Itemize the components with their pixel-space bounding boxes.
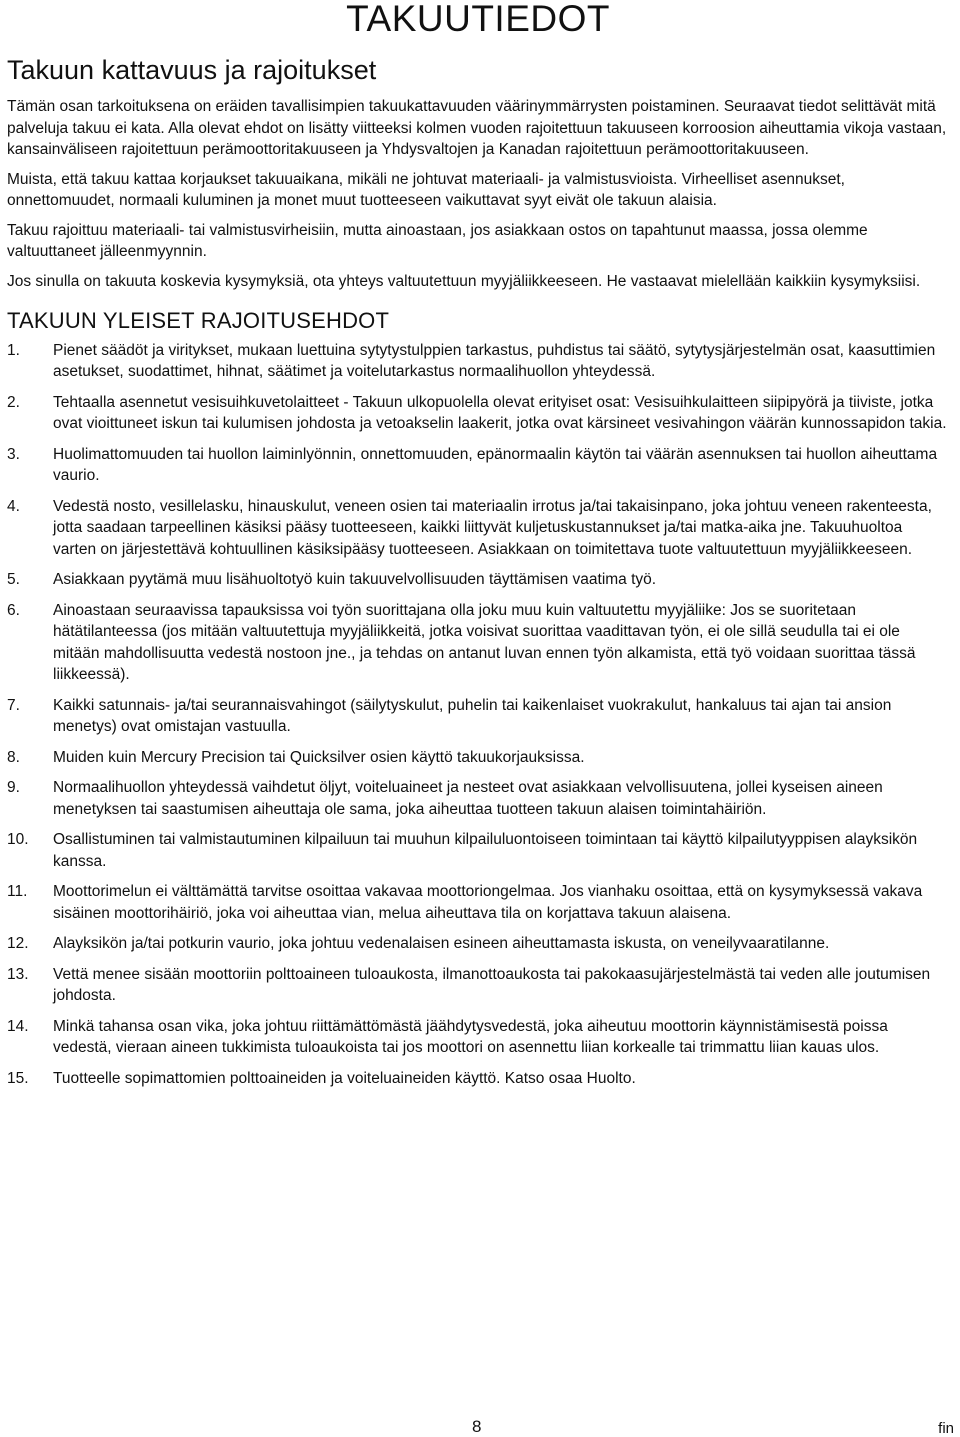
list-item [7, 747, 947, 769]
list-item-number: 10. [7, 831, 29, 848]
list-item [7, 933, 947, 955]
list-item-text: Tuotteelle sopimattomien polttoaineiden ja voiteluaineiden käyttö. Katso osaa Huolto. [53, 1069, 636, 1087]
list-item-number: 4. [7, 497, 20, 515]
list-item-number: 2. [7, 393, 20, 411]
language-code: fin [938, 1420, 954, 1437]
list-item-text: Ainoastaan seuraavissa tapauksissa voi työn suorittajana olla joku muu kuin valtuutettu myyjäliike: Jos se suoritetaan hätätilanteessa (jos mitään valtuutettuja myyjäliikkeitä, jotka voisivat suorittaa vaadittavan työn, ei ole sillä seudulla tai ei ole mitään mahdollisuutta vedestä nostoon jne., ja tehdas on antanut luvan ennen työn alkamista, että työ voidaan suorittaa tässä liikkeessä). [53, 601, 916, 683]
list-item-text: Vettä menee sisään moottoriin polttoaineen tuloaukosta, ilmanottoaukosta tai pakokaasujärjestelmästä tai veden alle joutumisen johdosta. [53, 965, 931, 1004]
list-item-text: Pienet säädöt ja viritykset, mukaan luettuina sytytystulppien tarkastus, puhdistus tai säätö, sytytysjärjestelmän osat, kaasuttimien asetukset, suodattimet, hihnat, säätimet ja voitelutarkastus normaalihuollon yhteydessä. [53, 341, 936, 380]
list-item [7, 444, 947, 487]
list-item-text: Kaikki satunnais- ja/tai seurannaisvahingot (säilytyskulut, puhelin tai kaikenlaiset vuokrakulut, hankaluus tai ajan tai ansion menetys) ovat omistajan vastuulla. [53, 696, 892, 735]
list-item-text: Vedestä nosto, vesillelasku, hinauskulut, veneen osien tai materiaalin irrotus ja/tai takaisinpano, joka johtuu veneen rakenteesta, jotta saadaan tarpeellinen käsiksi pääsy tuotteeseen, kaikki liittyvät kuljetuskustannukset ja/tai matka-aika jne. Takuuhuoltoa varten on järjestettävä kohtuullinen käsiksipääsy tuotteeseen. Asiakkaan on toimitettava tuote valtuutettuun myyjäliikkeeseen. [53, 497, 932, 558]
section-heading: Takuun kattavuus ja rajoitukset [7, 55, 377, 85]
list-item [7, 881, 947, 924]
list-item [7, 777, 947, 820]
list-item-number: 14. [7, 1017, 29, 1035]
page-number: 8 [472, 1417, 482, 1436]
list-item-number: 7. [7, 696, 20, 714]
coverage-paragraph: Muista, että takuu kattaa korjaukset takuuaikana, mikäli ne johtuvat materiaali- ja valmistusvioista. Virheelliset asennukset, onnettomuudet, normaali kuluminen ja monet muut tuotteeseen vaikuttavat syyt eivät ole takuun alaisia. [7, 170, 845, 209]
limitations-heading: TAKUUN YLEISET RAJOITUSEHDOT [7, 308, 390, 333]
list-item-text: Minkä tahansa osan vika, joka johtuu riittämättömästä jäähdytysvedestä, joka aiheutuu moottorin käynnistämisestä poissa vedestä, vieraan aineen tukkimista tuloaukoista tai jos moottori on asennettu liian korkealle tai trimmattu liian kauas ulos. [53, 1017, 888, 1056]
document-body [7, 96, 947, 1098]
list-item [7, 392, 947, 435]
list-item-number: 13. [7, 965, 29, 983]
list-item-number: 12. [7, 935, 29, 952]
list-item [7, 496, 947, 561]
list-item-text: Osallistuminen tai valmistautuminen kilpailuun tai muuhun kilpailuluontoiseen toimintaan tai käyttö kilpailutyyppisen alayksikön kanssa. [53, 831, 918, 870]
list-item [7, 695, 947, 738]
contact-paragraph: Jos sinulla on takuuta koskevia kysymyksiä, ota yhteys valtuutettuun myyjäliikkeeseen. He vastaavat mielellään kaikkiin kysymyksiisi. [7, 272, 921, 290]
list-item-text: Normaalihuollon yhteydessä vaihdetut öljyt, voiteluaineet ja nesteet ovat asiakkaan velvollisuutena, jollei kyseisen aineen menetyksen tai saastumisen aiheuttaja ole sama, joka aiheuttaa tuotteen takuun alaisen toimintahäiriön. [53, 779, 883, 818]
list-item [7, 569, 947, 591]
list-item [7, 340, 947, 383]
list-item-number: 1. [7, 341, 20, 359]
list-item-number: 3. [7, 445, 20, 463]
intro-paragraph: Tämän osan tarkoituksena on eräiden tavallisimpien takuukattavuuden väärinymmärrysten poistaminen. Seuraavat tiedot selittävät mitä palveluja takuu ei kata. Alla olevat ehdot on lisätty viitteeksi kolmen vuoden rajoitettuun takuuseen korroosion aiheuttamia vikoja vastaan, kansainväliseen rajoitettuun perämoottoritakuuseen ja Yhdysvaltojen ja Kanadan rajoitettuun perämoottoritakuuseen. [7, 98, 947, 158]
list-item [7, 964, 947, 1007]
list-item-number: 6. [7, 601, 20, 619]
list-item-number: 15. [7, 1069, 29, 1087]
list-item [7, 1016, 947, 1059]
list-item-number: 9. [7, 779, 20, 796]
list-item [7, 829, 947, 872]
list-item-number: 11. [7, 883, 28, 900]
list-item-number: 8. [7, 748, 20, 766]
list-item [7, 600, 947, 686]
list-item-text: Moottorimelun ei välttämättä tarvitse osoittaa vakavaa moottoriongelmaa. Jos vianhaku osoittaa, että on kysymyksessä vakava sisäinen moottorihäiriö, joka voi aiheuttaa vian, melua aiheuttava tila on korjattava takuun alaisena. [53, 883, 923, 922]
page-header-title: TAKUUTIEDOT [346, 0, 610, 39]
list-item-number: 5. [7, 571, 20, 588]
list-item-text: Alayksikön ja/tai potkurin vaurio, joka johtuu vedenalaisen esineen aiheuttamasta iskusta, on veneilyvaaratilanne. [53, 935, 830, 952]
limitations-list [7, 340, 947, 1090]
list-item-text: Tehtaalla asennetut vesisuihkuvetolaitteet - Takuun ulkopuolella olevat erityiset osat: Vesisuihkulaitteen siipipyörä ja tiiviste, jotka ovat vioittuneet iskun tai kulumisen johdosta ja vetoakselin laakerit, jotka ovat kärsineet vesivahingon väärän kunnossapidon takia. [53, 393, 947, 432]
list-item-text: Huolimattomuuden tai huollon laiminlyönnin, onnettomuuden, epänormaalin käytön tai väärän asennuksen tai huollon aiheuttama vaurio. [53, 445, 938, 484]
limitation-paragraph: Takuu rajoittuu materiaali- tai valmistusvirheisiin, mutta ainoastaan, jos asiakkaan ostos on tapahtunut maassa, jossa olemme valtuuttaneet jälleenmyynnin. [7, 221, 868, 260]
list-item-text: Asiakkaan pyytämä muu lisähuoltotyö kuin takuuvelvollisuuden täyttämisen vaatima työ. [53, 571, 657, 588]
list-item [7, 1068, 947, 1090]
list-item-text: Muiden kuin Mercury Precision tai Quicksilver osien käyttö takuukorjauksissa. [53, 748, 585, 766]
